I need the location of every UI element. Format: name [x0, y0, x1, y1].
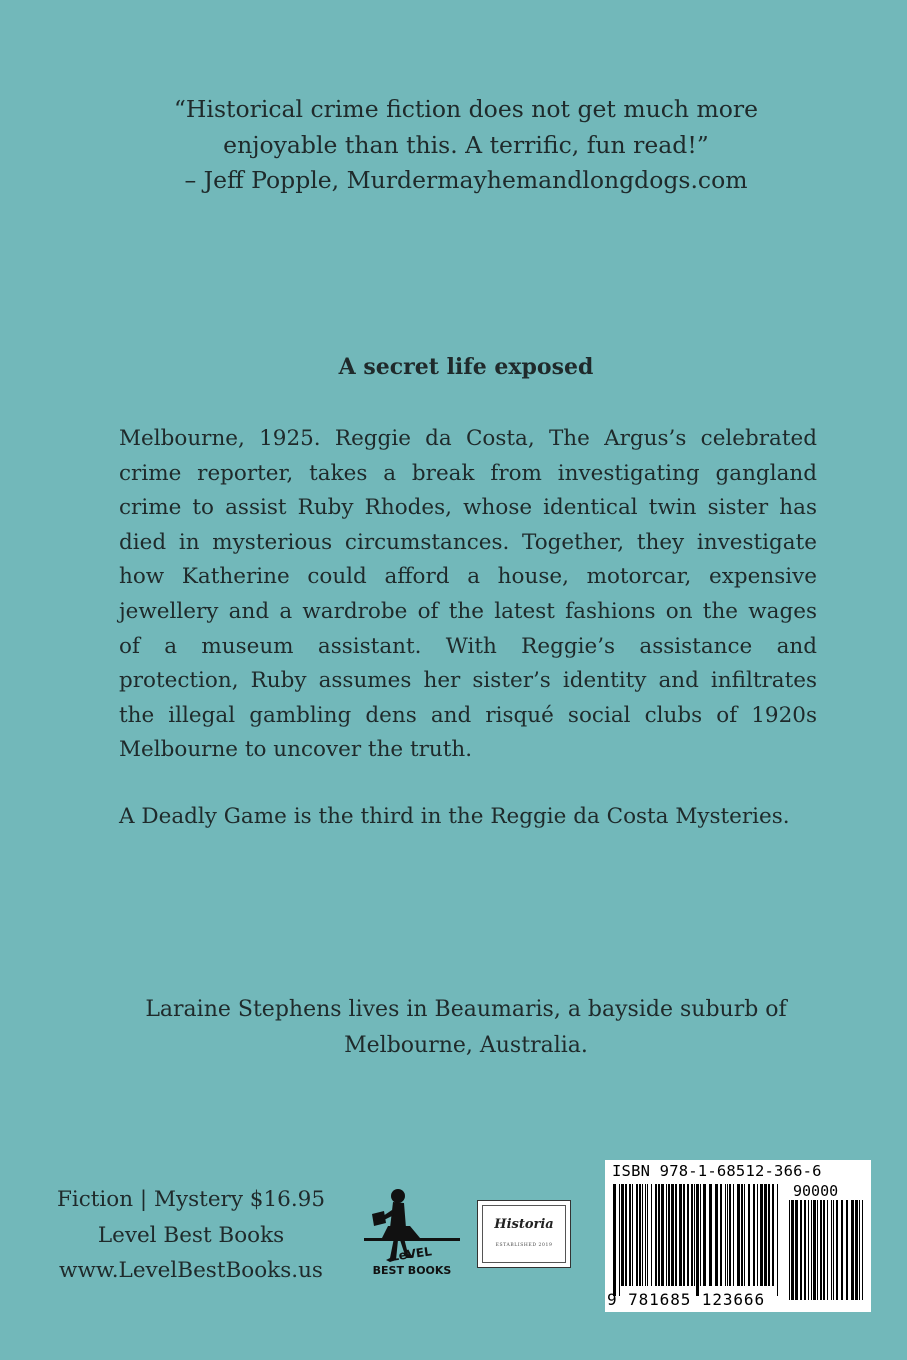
isbn-number: ISBN 978-1-68512-366-6	[612, 1162, 822, 1180]
blurb-line: Melbourne to uncover the truth.	[119, 737, 473, 763]
barcode-bar	[725, 1184, 726, 1286]
barcode-bar	[679, 1184, 682, 1286]
barcode-bar	[744, 1184, 745, 1286]
barcode-bar	[632, 1184, 633, 1286]
barcode-bar	[694, 1184, 695, 1286]
barcode-bar	[791, 1200, 794, 1300]
barcode-bar	[636, 1184, 638, 1286]
barcode-bar	[715, 1184, 718, 1286]
quote-line-1: “Historical crime fiction does not get much more	[173, 95, 759, 123]
price-code: 90000	[793, 1182, 839, 1200]
blurb-line: Melbourne, 1925. Reggie da Costa, The Argus’s celebrated	[119, 426, 817, 451]
barcode-bar	[813, 1200, 816, 1300]
barcode-bar	[733, 1184, 734, 1286]
barcode-bar	[811, 1200, 812, 1300]
barcode-bar	[658, 1184, 660, 1286]
author-bio	[100, 992, 832, 1064]
barcode-bar	[808, 1200, 809, 1300]
barcode-bar	[827, 1200, 828, 1300]
barcode-bar	[737, 1184, 740, 1286]
barcode-bar	[804, 1200, 806, 1300]
blurb-line: crime to assist Ruby Rhodes, whose identical twin sister has	[119, 495, 817, 521]
logo-word-best-books: BEST BOOKS	[372, 1264, 452, 1277]
barcode-bar	[753, 1184, 755, 1286]
barcode-bar	[720, 1184, 722, 1286]
category-price: Fiction | Mystery $16.95	[56, 1187, 326, 1212]
barcode-bar	[613, 1184, 616, 1296]
level-best-books-logo	[360, 1188, 462, 1280]
publisher-info	[40, 1182, 342, 1289]
series-note: A Deadly Game is the third in the Reggie da Costa Mysteries.	[119, 804, 790, 829]
blurb-line: protection, Ruby assumes her sister’s identity and infiltrates	[119, 668, 817, 694]
barcode-bar	[727, 1184, 728, 1286]
barcode-bar	[683, 1184, 685, 1286]
barcode-bar	[625, 1184, 627, 1286]
barcode-bar	[772, 1184, 774, 1286]
blurb-line: crime reporter, takes a break from investigating gangland	[119, 460, 817, 486]
review-quote	[100, 92, 832, 199]
barcode-bar	[661, 1184, 664, 1286]
historia-tagline: ESTABLISHED 2019	[495, 1243, 553, 1248]
barcode-bar	[851, 1200, 854, 1300]
barcode-bar	[862, 1200, 863, 1300]
barcode-bar	[700, 1184, 701, 1286]
barcode-bar	[748, 1184, 750, 1286]
barcode-bar	[655, 1184, 657, 1286]
barcode-bar	[642, 1184, 643, 1286]
isbn-barcode	[605, 1160, 871, 1312]
barcode-bar	[687, 1184, 689, 1286]
barcode-bar	[668, 1184, 670, 1286]
blurb-line: died in mysterious circumstances. Together, they investigate	[119, 529, 817, 555]
barcode-bar	[696, 1184, 699, 1296]
logo-head	[391, 1189, 405, 1203]
barcode-bar	[760, 1184, 763, 1286]
blurb-line: how Katherine could afford a house, motorcar, expensive	[119, 564, 817, 590]
quote-line-2: enjoyable than this. A terrific, fun read!”	[223, 130, 709, 159]
barcode-bar	[647, 1184, 648, 1286]
barcode-bar	[621, 1184, 624, 1286]
barcode-bar	[820, 1200, 822, 1300]
quote-attribution: – Jeff Popple, Murdermayhemandlongdogs.com	[184, 166, 748, 194]
barcode-bar	[703, 1184, 706, 1286]
barcode-bar	[619, 1184, 620, 1296]
addon-barcode-bars	[789, 1200, 865, 1310]
barcode-bar	[691, 1184, 693, 1286]
barcode-bar	[729, 1184, 731, 1286]
barcode-bar	[764, 1184, 767, 1286]
barcode-bar	[800, 1200, 802, 1300]
ean-digits: 9 781685 123666	[607, 1290, 765, 1309]
barcode-bar	[768, 1184, 770, 1286]
barcode-bar	[836, 1200, 838, 1300]
barcode-bar	[823, 1200, 825, 1300]
barcode-bar	[651, 1184, 652, 1286]
historia-name: Historia	[494, 1217, 554, 1232]
blurb-line: the illegal gambling dens and risqué social clubs of 1920s	[119, 702, 817, 728]
barcode-bar	[795, 1200, 798, 1300]
blurb-line: of a museum assistant. With Reggie’s assistance and	[119, 633, 817, 659]
barcode-bar	[855, 1200, 858, 1300]
barcode-bar	[831, 1200, 832, 1300]
historia-logo	[477, 1200, 571, 1268]
barcode-bar	[675, 1184, 677, 1286]
barcode-bar	[741, 1184, 743, 1286]
ean-barcode-bars	[613, 1184, 781, 1296]
author-bio-line-1: Laraine Stephens lives in Beaumaris, a bayside suburb of	[145, 997, 787, 1022]
author-bio-line-2: Melbourne, Australia.	[344, 1033, 588, 1058]
barcode-bar	[709, 1184, 712, 1286]
barcode-bar	[645, 1184, 646, 1286]
barcode-bar	[629, 1184, 631, 1286]
barcode-bar	[846, 1200, 848, 1300]
book-icon	[372, 1211, 386, 1226]
blurb-line: jewellery and a wardrobe of the latest fashions on the wages	[119, 598, 817, 624]
barcode-bar	[757, 1184, 758, 1286]
blurb-heading: A secret life exposed	[338, 354, 594, 380]
blurb-paragraph	[119, 422, 817, 768]
barcode-bar	[777, 1184, 778, 1296]
barcode-bar	[859, 1200, 860, 1300]
barcode-bar	[671, 1184, 674, 1286]
barcode-bar	[639, 1184, 641, 1286]
barcode-bar	[841, 1200, 843, 1300]
barcode-bar	[666, 1184, 667, 1286]
barcode-bar	[789, 1200, 790, 1300]
barcode-bar	[817, 1200, 818, 1300]
logo-word-level: LeVEL	[390, 1244, 433, 1264]
publisher-name: Level Best Books	[97, 1222, 285, 1248]
barcode-bar	[833, 1200, 834, 1300]
publisher-website[interactable]: www.LevelBestBooks.us	[59, 1258, 323, 1283]
